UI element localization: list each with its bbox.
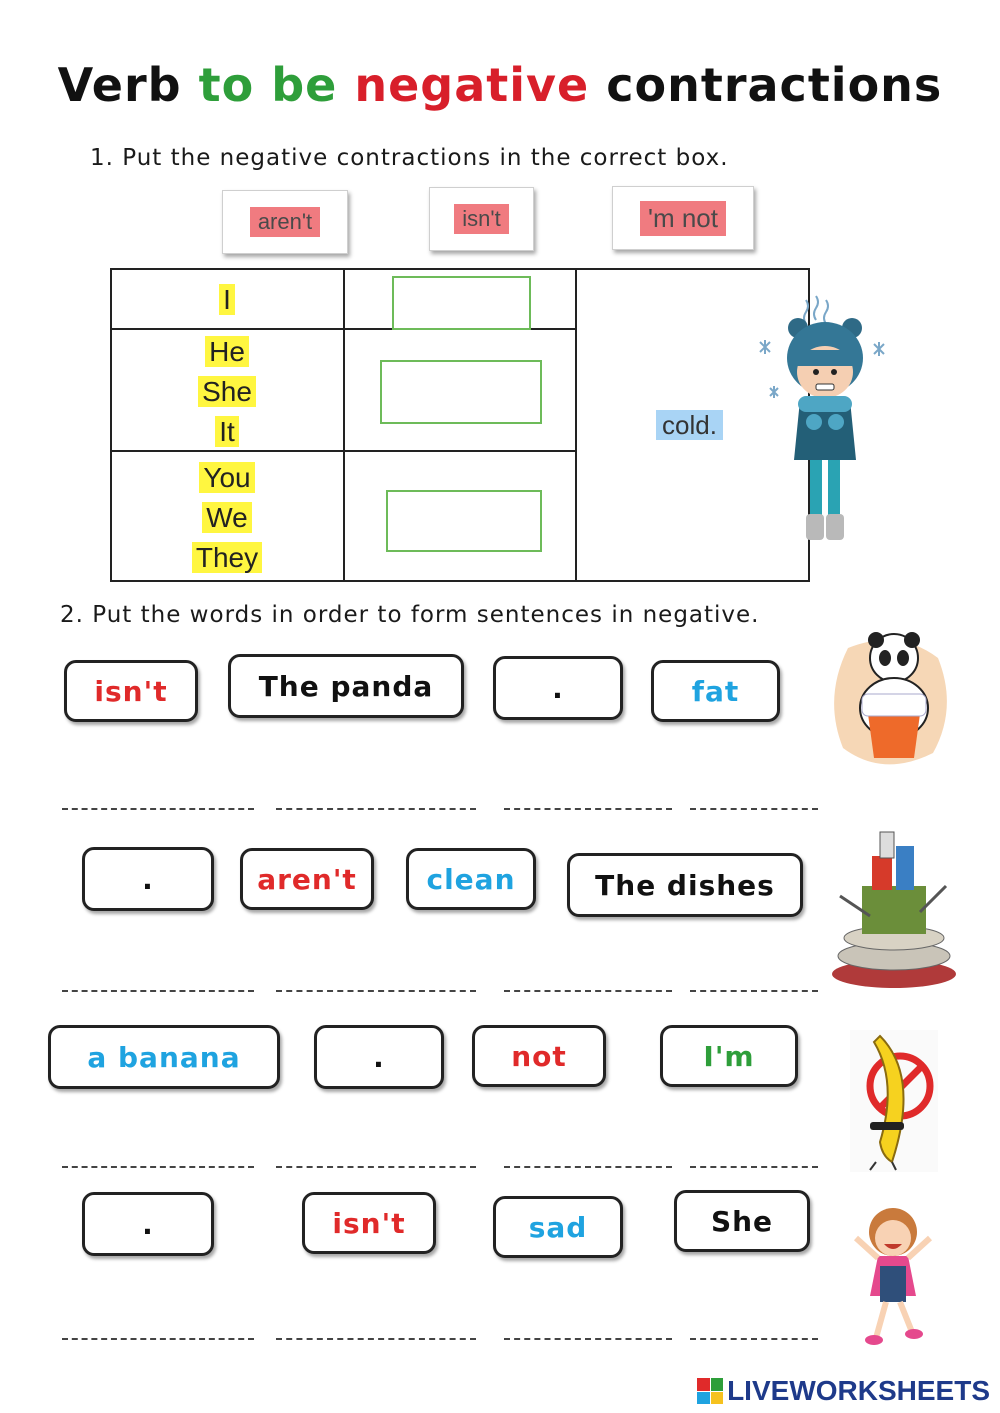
answer-line-1c[interactable] xyxy=(504,808,672,810)
pronoun-she: She xyxy=(198,376,256,407)
card-isnt-2[interactable]: isn't xyxy=(302,1192,436,1254)
dirty-dishes-icon xyxy=(826,826,962,992)
predicate-cold-label: cold. xyxy=(656,410,723,440)
tile-isnt-label: isn't xyxy=(454,204,508,234)
answer-line-2b[interactable] xyxy=(276,990,476,992)
answer-line-1d[interactable] xyxy=(690,808,818,810)
card-im-label: I'm xyxy=(703,1039,755,1073)
title-part-to-be: to be xyxy=(198,58,355,112)
exercise1-instruction: 1. Put the negative contractions in the correct box. xyxy=(90,145,729,171)
answer-line-3b[interactable] xyxy=(276,1166,476,1168)
answer-line-2c[interactable] xyxy=(504,990,672,992)
pronoun-it: It xyxy=(215,416,239,447)
answer-line-4d[interactable] xyxy=(690,1338,818,1340)
answer-line-3d[interactable] xyxy=(690,1166,818,1168)
answer-line-3a[interactable] xyxy=(62,1166,254,1168)
card-she[interactable]: She xyxy=(674,1190,810,1252)
card-period[interactable]: . xyxy=(493,656,623,720)
pronoun-they: They xyxy=(192,542,262,573)
panda-icon xyxy=(828,628,958,768)
page-title xyxy=(0,58,1000,112)
card-the-panda[interactable]: The panda xyxy=(228,654,464,718)
title-part-verb: Verb xyxy=(57,58,199,112)
pronoun-i: I xyxy=(219,284,235,315)
card-isnt[interactable]: isn't xyxy=(64,660,198,722)
tile-arent[interactable] xyxy=(222,190,348,254)
tile-arent-label: aren't xyxy=(250,207,320,237)
title-part-negative: negative xyxy=(354,58,607,112)
row-i xyxy=(110,282,344,318)
answer-line-2d[interactable] xyxy=(690,990,818,992)
answer-line-4a[interactable] xyxy=(62,1338,254,1340)
answer-line-3c[interactable] xyxy=(504,1166,672,1168)
row-he-she-it xyxy=(110,334,344,450)
tile-isnt[interactable] xyxy=(429,187,534,251)
card-not[interactable]: not xyxy=(472,1025,606,1087)
title-part-contractions: contractions xyxy=(606,58,943,112)
exercise2-instruction: 2. Put the words in order to form sentences in negative. xyxy=(60,602,760,628)
tile-m-not-label: 'm not xyxy=(640,201,726,236)
footer-brand xyxy=(697,1375,990,1407)
card-period-3[interactable]: . xyxy=(314,1025,444,1089)
liveworksheets-logo-icon xyxy=(697,1378,723,1404)
card-the-dishes[interactable]: The dishes xyxy=(567,853,803,917)
answer-line-4c[interactable] xyxy=(504,1338,672,1340)
card-fat[interactable]: fat xyxy=(651,660,780,722)
predicate-cold xyxy=(656,410,723,441)
drop-box-you-we-they[interactable] xyxy=(386,490,542,552)
pronoun-we: We xyxy=(202,502,252,533)
card-arent[interactable]: aren't xyxy=(240,848,374,910)
card-a-banana[interactable]: a banana xyxy=(48,1025,280,1089)
row-you-we-they xyxy=(110,460,344,576)
answer-line-4b[interactable] xyxy=(276,1338,476,1340)
answer-line-1a[interactable] xyxy=(62,808,254,810)
card-im[interactable] xyxy=(660,1025,798,1087)
tile-m-not[interactable] xyxy=(612,186,754,250)
card-sad[interactable]: sad xyxy=(493,1196,623,1258)
footer-brand-text: LIVEWORKSHEETS xyxy=(727,1375,990,1406)
cold-girl-icon xyxy=(750,292,890,544)
drop-box-he-she-it[interactable] xyxy=(380,360,542,424)
answer-line-1b[interactable] xyxy=(276,808,476,810)
drop-box-i[interactable] xyxy=(392,276,531,330)
pronoun-he: He xyxy=(205,336,249,367)
answer-line-2a[interactable] xyxy=(62,990,254,992)
card-period-4[interactable]: . xyxy=(82,1192,214,1256)
pronoun-you: You xyxy=(199,462,254,493)
card-period-2[interactable]: . xyxy=(82,847,214,911)
happy-girl-icon xyxy=(848,1200,938,1348)
card-clean[interactable]: clean xyxy=(406,848,536,910)
banana-icon xyxy=(850,1030,938,1172)
